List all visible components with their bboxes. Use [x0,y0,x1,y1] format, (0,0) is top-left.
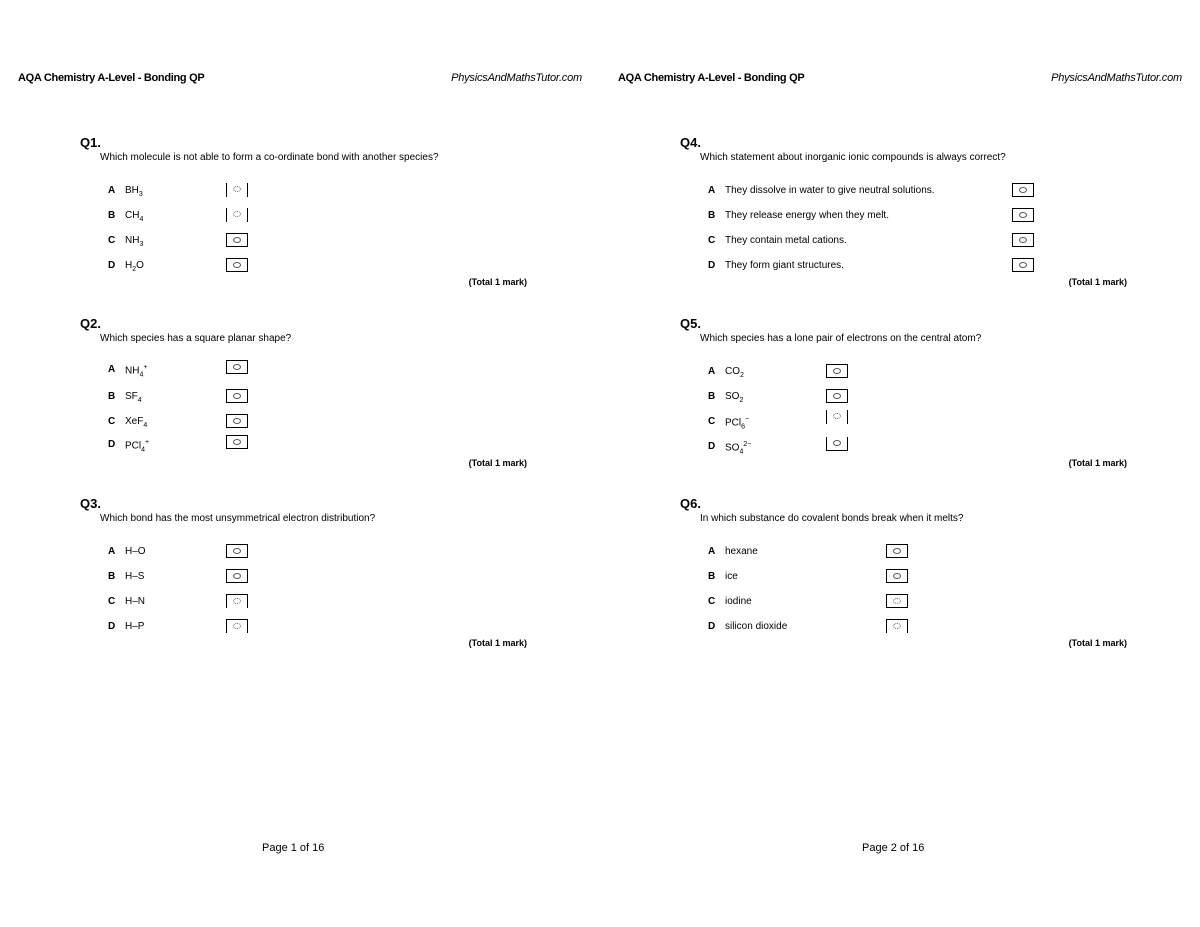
option-b [708,569,1128,585]
option-letter: C [708,596,716,607]
option-d [108,619,528,635]
total-mark: (Total 1 mark) [1068,458,1127,468]
answer-bubble[interactable] [226,569,248,583]
question-text: In which substance do covalent bonds break when it melts? [700,513,964,524]
answer-bubble[interactable] [226,389,248,403]
page-header-site: PhysicsAndMathsTutor.com [451,72,582,84]
option-text: $H_2O$ [125,260,144,273]
answer-bubble[interactable] [826,389,848,403]
option-a [108,183,528,199]
total-mark: (Total 1 mark) [468,638,527,648]
option-text: They dissolve in water to give neutral solutions. [725,185,935,196]
question-number: Q1. [80,135,101,150]
option-b [108,389,528,405]
option-letter: B [108,391,116,402]
option-letter: D [708,260,716,271]
answer-bubble[interactable] [226,360,248,374]
answer-bubble[interactable] [226,258,248,272]
option-b [708,389,1128,405]
answer-bubble[interactable] [226,208,248,222]
answer-bubble[interactable] [826,437,848,451]
option-letter: B [708,571,716,582]
option-text: H–P [125,621,145,632]
total-mark: (Total 1 mark) [1068,638,1127,648]
page-footer: Page 1 of 16 [262,842,325,854]
answer-bubble[interactable] [226,183,248,197]
option-text: $SF_4$ [125,391,142,404]
option-text: iodine [725,596,752,607]
option-letter: C [708,416,716,427]
option-text: PCl$_6$− [725,416,750,431]
option-text: H–N [125,596,146,607]
page-header-title: AQA Chemistry A-Level - Bonding QP [618,72,805,84]
question-number: Q5. [680,316,701,331]
option-c [108,594,528,610]
total-mark: (Total 1 mark) [468,277,527,287]
option-letter: B [708,391,716,402]
total-mark: (Total 1 mark) [1068,277,1127,287]
option-c [708,594,1128,610]
option-letter: A [108,546,116,557]
option-letter: C [108,416,116,427]
option-text: $CO_2$ [725,366,744,379]
option-letter: D [708,621,716,632]
option-d [708,258,1128,274]
question-1 [80,135,540,305]
answer-bubble[interactable] [826,410,848,424]
answer-bubble[interactable] [1012,208,1034,222]
option-a [708,544,1128,560]
question-text: Which species has a lone pair of electrons on the central atom? [700,333,982,344]
question-text: Which species has a square planar shape? [100,333,292,344]
option-text: ice [725,571,738,582]
question-text: Which bond has the most unsymmetrical electron distribution? [100,513,376,524]
option-c [708,233,1128,249]
question-number: Q3. [80,496,101,511]
question-3 [80,496,540,666]
option-c [108,414,528,430]
option-a [108,544,528,560]
option-text: They form giant structures. [725,260,844,271]
option-text: hexane [725,546,758,557]
option-a [708,183,1128,199]
answer-bubble[interactable] [226,435,248,449]
option-letter: A [108,364,116,375]
option-letter: D [108,260,116,271]
question-4 [680,135,1140,305]
question-number: Q2. [80,316,101,331]
question-2 [80,316,540,486]
question-number: Q4. [680,135,701,150]
option-letter: A [708,185,716,196]
option-text: $CH_4$ [125,210,144,223]
option-letter: B [108,571,116,582]
option-letter: A [708,366,716,377]
option-text: H–O [125,546,146,557]
option-letter: D [108,621,116,632]
answer-bubble[interactable] [226,619,248,633]
answer-bubble[interactable] [226,594,248,608]
page-footer: Page 2 of 16 [862,842,925,854]
option-text: H–S [125,571,145,582]
option-letter: A [708,546,716,557]
option-letter: C [108,596,116,607]
answer-bubble[interactable] [226,233,248,247]
option-b [708,208,1128,224]
option-letter: B [708,210,716,221]
option-text: $SO_2$ [725,391,744,404]
option-b [108,208,528,224]
option-d [708,619,1128,635]
question-text: Which statement about inorganic ionic compounds is always correct? [700,152,1006,163]
answer-bubble[interactable] [1012,258,1034,272]
option-letter: D [108,439,116,450]
option-d [108,258,528,274]
question-5 [680,316,1140,486]
answer-bubble[interactable] [1012,233,1034,247]
page-2 [600,0,1200,927]
option-text: PCl$_4$+ [125,439,150,454]
option-text: They contain metal cations. [725,235,847,246]
option-text: They release energy when they melt. [725,210,889,221]
option-letter: D [708,441,716,452]
option-d [108,437,528,453]
option-text: $NH_3$ [125,235,144,248]
option-letter: C [108,235,116,246]
question-text: Which molecule is not able to form a co-ordinate bond with another species? [100,152,439,163]
option-c [708,414,1128,430]
page-header-site: PhysicsAndMathsTutor.com [1051,72,1182,84]
answer-bubble[interactable] [886,569,908,583]
option-letter: A [108,185,116,196]
option-letter: C [708,235,716,246]
option-a [708,364,1128,380]
answer-bubble[interactable] [886,544,908,558]
question-6 [680,496,1140,666]
option-c [108,233,528,249]
option-d [708,439,1128,455]
option-text: silicon dioxide [725,621,788,632]
option-text: $SO_4^{2-}$ [725,441,752,456]
option-text: $BH_3$ [125,185,143,198]
answer-bubble[interactable] [886,594,908,608]
answer-bubble[interactable] [826,364,848,378]
option-letter: B [108,210,116,221]
page-header-title: AQA Chemistry A-Level - Bonding QP [18,72,205,84]
answer-bubble[interactable] [1012,183,1034,197]
answer-bubble[interactable] [226,544,248,558]
option-text: XeF$_4$ [125,416,148,429]
answer-bubble[interactable] [886,619,908,633]
question-number: Q6. [680,496,701,511]
total-mark: (Total 1 mark) [468,458,527,468]
option-b [108,569,528,585]
answer-bubble[interactable] [226,414,248,428]
option-a [108,362,528,378]
option-text: $NH_4^+$ [125,364,148,379]
